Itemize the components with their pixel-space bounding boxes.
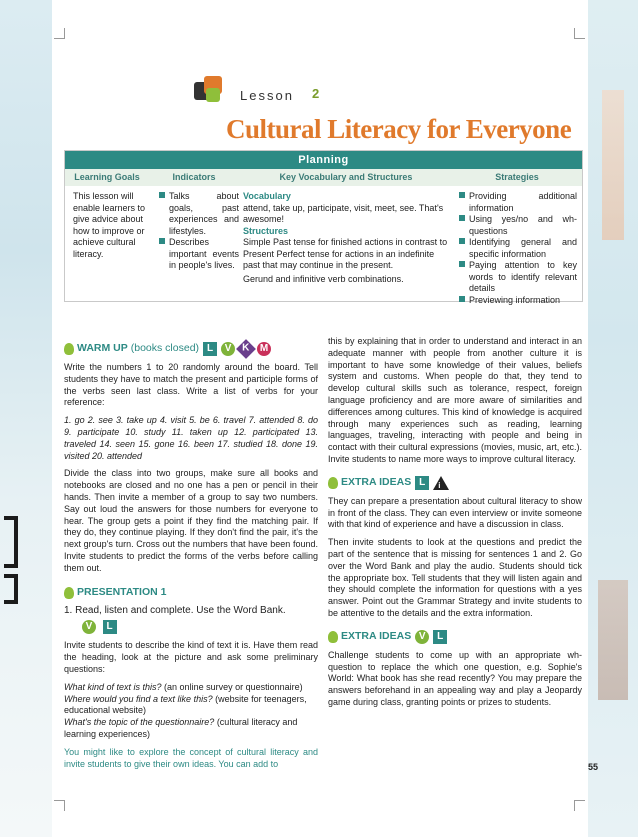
column-header-indicators: Indicators [172,172,216,182]
presentation-badges [78,620,318,634]
strategy-item: Paying attention to key words to identify relevant details [459,260,577,295]
badge-l-icon: L [203,342,217,356]
page-number: 55 [588,762,599,772]
presentation-title: PRESENTATION 1 [77,585,167,598]
instruction-paragraph: Then invite students to look at the questions and predict the part of the sentence that is missing for sentences 1 and 2. Go over the Word Bank and play the audio. Students should tick the appropriate box. Tell students that they will listen again and they should complete the information for questions with a yes answer. Point out the Grammar Strategy and invite students to be attentive to the details and the extra information. [328,537,582,618]
right-column [328,336,582,715]
column-header-learning-goals: Learning Goals [74,172,140,182]
vocabulary-title: Vocabulary [243,191,291,201]
structures-title: Structures [243,225,289,236]
vocabulary-cell [239,191,453,306]
presentation-instruction: 1. Read, listen and complete. Use the Word Bank. [64,604,286,616]
badge-l-icon: L [433,630,447,644]
warmup-title: WARM UP [77,342,128,355]
badge-v-icon: V [82,620,96,634]
badge-m-icon: M [257,342,271,356]
badge-k-icon: K [236,339,256,359]
structures-text: Simple Past tense for finished actions in contrast to Present Perfect tense for actions in an indefinite past that may continue in the present. [243,237,448,270]
presentation-heading [64,587,318,599]
lightbulb-icon [64,343,74,355]
warmup-subtitle: (books closed) [130,342,200,355]
lightbulb-icon [328,631,338,643]
presentation-green-paragraph: You might like to explore the concept of cultural literacy and invite students to give their own ideas. You can add to [64,746,318,769]
right-decorative-margin [588,0,638,837]
planning-heading: Planning [65,151,582,169]
learning-goals-cell: This lesson will enable learners to give advice about how to improve or achieve cultural literacy. [73,191,146,259]
page [56,0,599,837]
extra-ideas-heading-2 [328,630,582,644]
badge-v-icon: V [221,342,235,356]
strategy-item: Using yes/no and wh-questions [459,214,577,237]
badge-i-icon: i [433,476,449,490]
lightbulb-icon [64,587,74,599]
badge-v-icon: V [415,630,429,644]
left-bracket-mark [4,516,18,568]
verb-list: 1. go 2. see 3. take up 4. visit 5. be 6. travel 7. attended 8. do 9. participate 10. study 11. taken up 12. participated 13. traveled 14. seen 15. gone 16. been 17. studied 18. done 19. visited 20. attended [64,415,318,461]
lightbulb-icon [328,477,338,489]
planning-column-headers [65,169,582,186]
lesson-header [194,74,454,108]
left-column [64,338,318,776]
warmup-heading [64,342,318,356]
preliminary-question-1: What kind of text is this? (an online survey or questionnaire) [64,681,303,692]
strategies-cell [453,191,577,306]
left-decorative-margin [0,0,52,837]
strategy-item: Identifying general and specific information [459,237,577,260]
column-header-vocabulary: Key Vocabulary and Structures [279,172,413,182]
strategy-item: Providing additional information [459,191,577,214]
extra-ideas-paragraph-1: They can prepare a presentation about cultural literacy to show in front of the class. They can even interview or invite someone with that kind of experience and have a discussion in class. [328,495,582,530]
continued-paragraph: this by explaining that in order to understand and interact in an adequate manner with people from another culture it is important to have some knowledge of their values, beliefs system and customs. When people do that, they tend to develop cultural skills such as tolerance, respect, foreign language proficiency and are more aware of similarities and differences among cultures. This kind of knowledge is acquired through many experiences such as reading, learning languages, traveling, interacting with people and being in contact with their cultural expressions (movies, music, art, etc.). Invite students to name more ways to improve cultural literacy. [328,336,582,464]
presentation-paragraph-1: Invite students to describe the kind of text it is. Have them read the heading, look at the picture and ask some preliminary questions: [64,640,318,674]
indicators-cell [149,191,239,306]
badge-l-icon: L [103,620,117,634]
warmup-paragraph-1: Write the numbers 1 to 20 randomly around the board. Tell students they have to match the present and participle forms of the verbs seen last class. Write a list of verbs for your reference: [64,362,318,408]
lesson-logo-icon [194,76,224,104]
lesson-number: 2 [312,86,320,101]
vocabulary-text: attend, take up, participate, visit, meet, see. That's awesome! [243,202,444,224]
preliminary-question-3: What's the topic of the questionnaire? (cultural literacy and learning experiences) [64,717,298,739]
planning-table [64,150,583,305]
page-title: Cultural Literacy for Everyone [226,114,572,144]
structures-text-2: Gerund and infinitive verb combinations. [243,273,404,284]
strategy-item: Previewing information [459,295,577,307]
extra-ideas-title-2: EXTRA IDEAS [341,629,412,642]
extra-ideas-heading-1 [328,476,582,490]
preliminary-question-2: Where would you find a text like this? (website for teenagers, educational website) [64,693,307,716]
warmup-paragraph-3: Divide the class into two groups, make sure all books and notebooks are closed and no one has a pen or pencil in their hands. Then invite a member of a group to say two numbers. Say out loud the answers for those numbers for everyone to hear. The group gets a point if they find the matching pair. If they do, they continue playing. If they don't find the pair, it's the next group's turn. Cross out the numbers that have been found. Invite students to predict the forms of the verbs before calling them out. [64,468,318,573]
badge-l-icon: L [415,476,429,490]
indicator-item: Describes important events in people's lives. [159,237,239,272]
extra-ideas-paragraph-2: Challenge students to come up with an appropriate wh-question to replace the which one question, e.g. Sophie's World: What book has she read recently? You may prepare the answers beforehand in an appealing way and play a Jeopardy game during class, granting points or prizes to students. [328,649,582,707]
column-header-strategies: Strategies [495,172,539,182]
indicator-item: Talks about goals, past experiences and lifestyles. [159,191,239,237]
left-bracket-mark-small [4,574,18,604]
lesson-label: Lesson [240,88,294,103]
extra-ideas-title-1: EXTRA IDEAS [341,475,412,488]
